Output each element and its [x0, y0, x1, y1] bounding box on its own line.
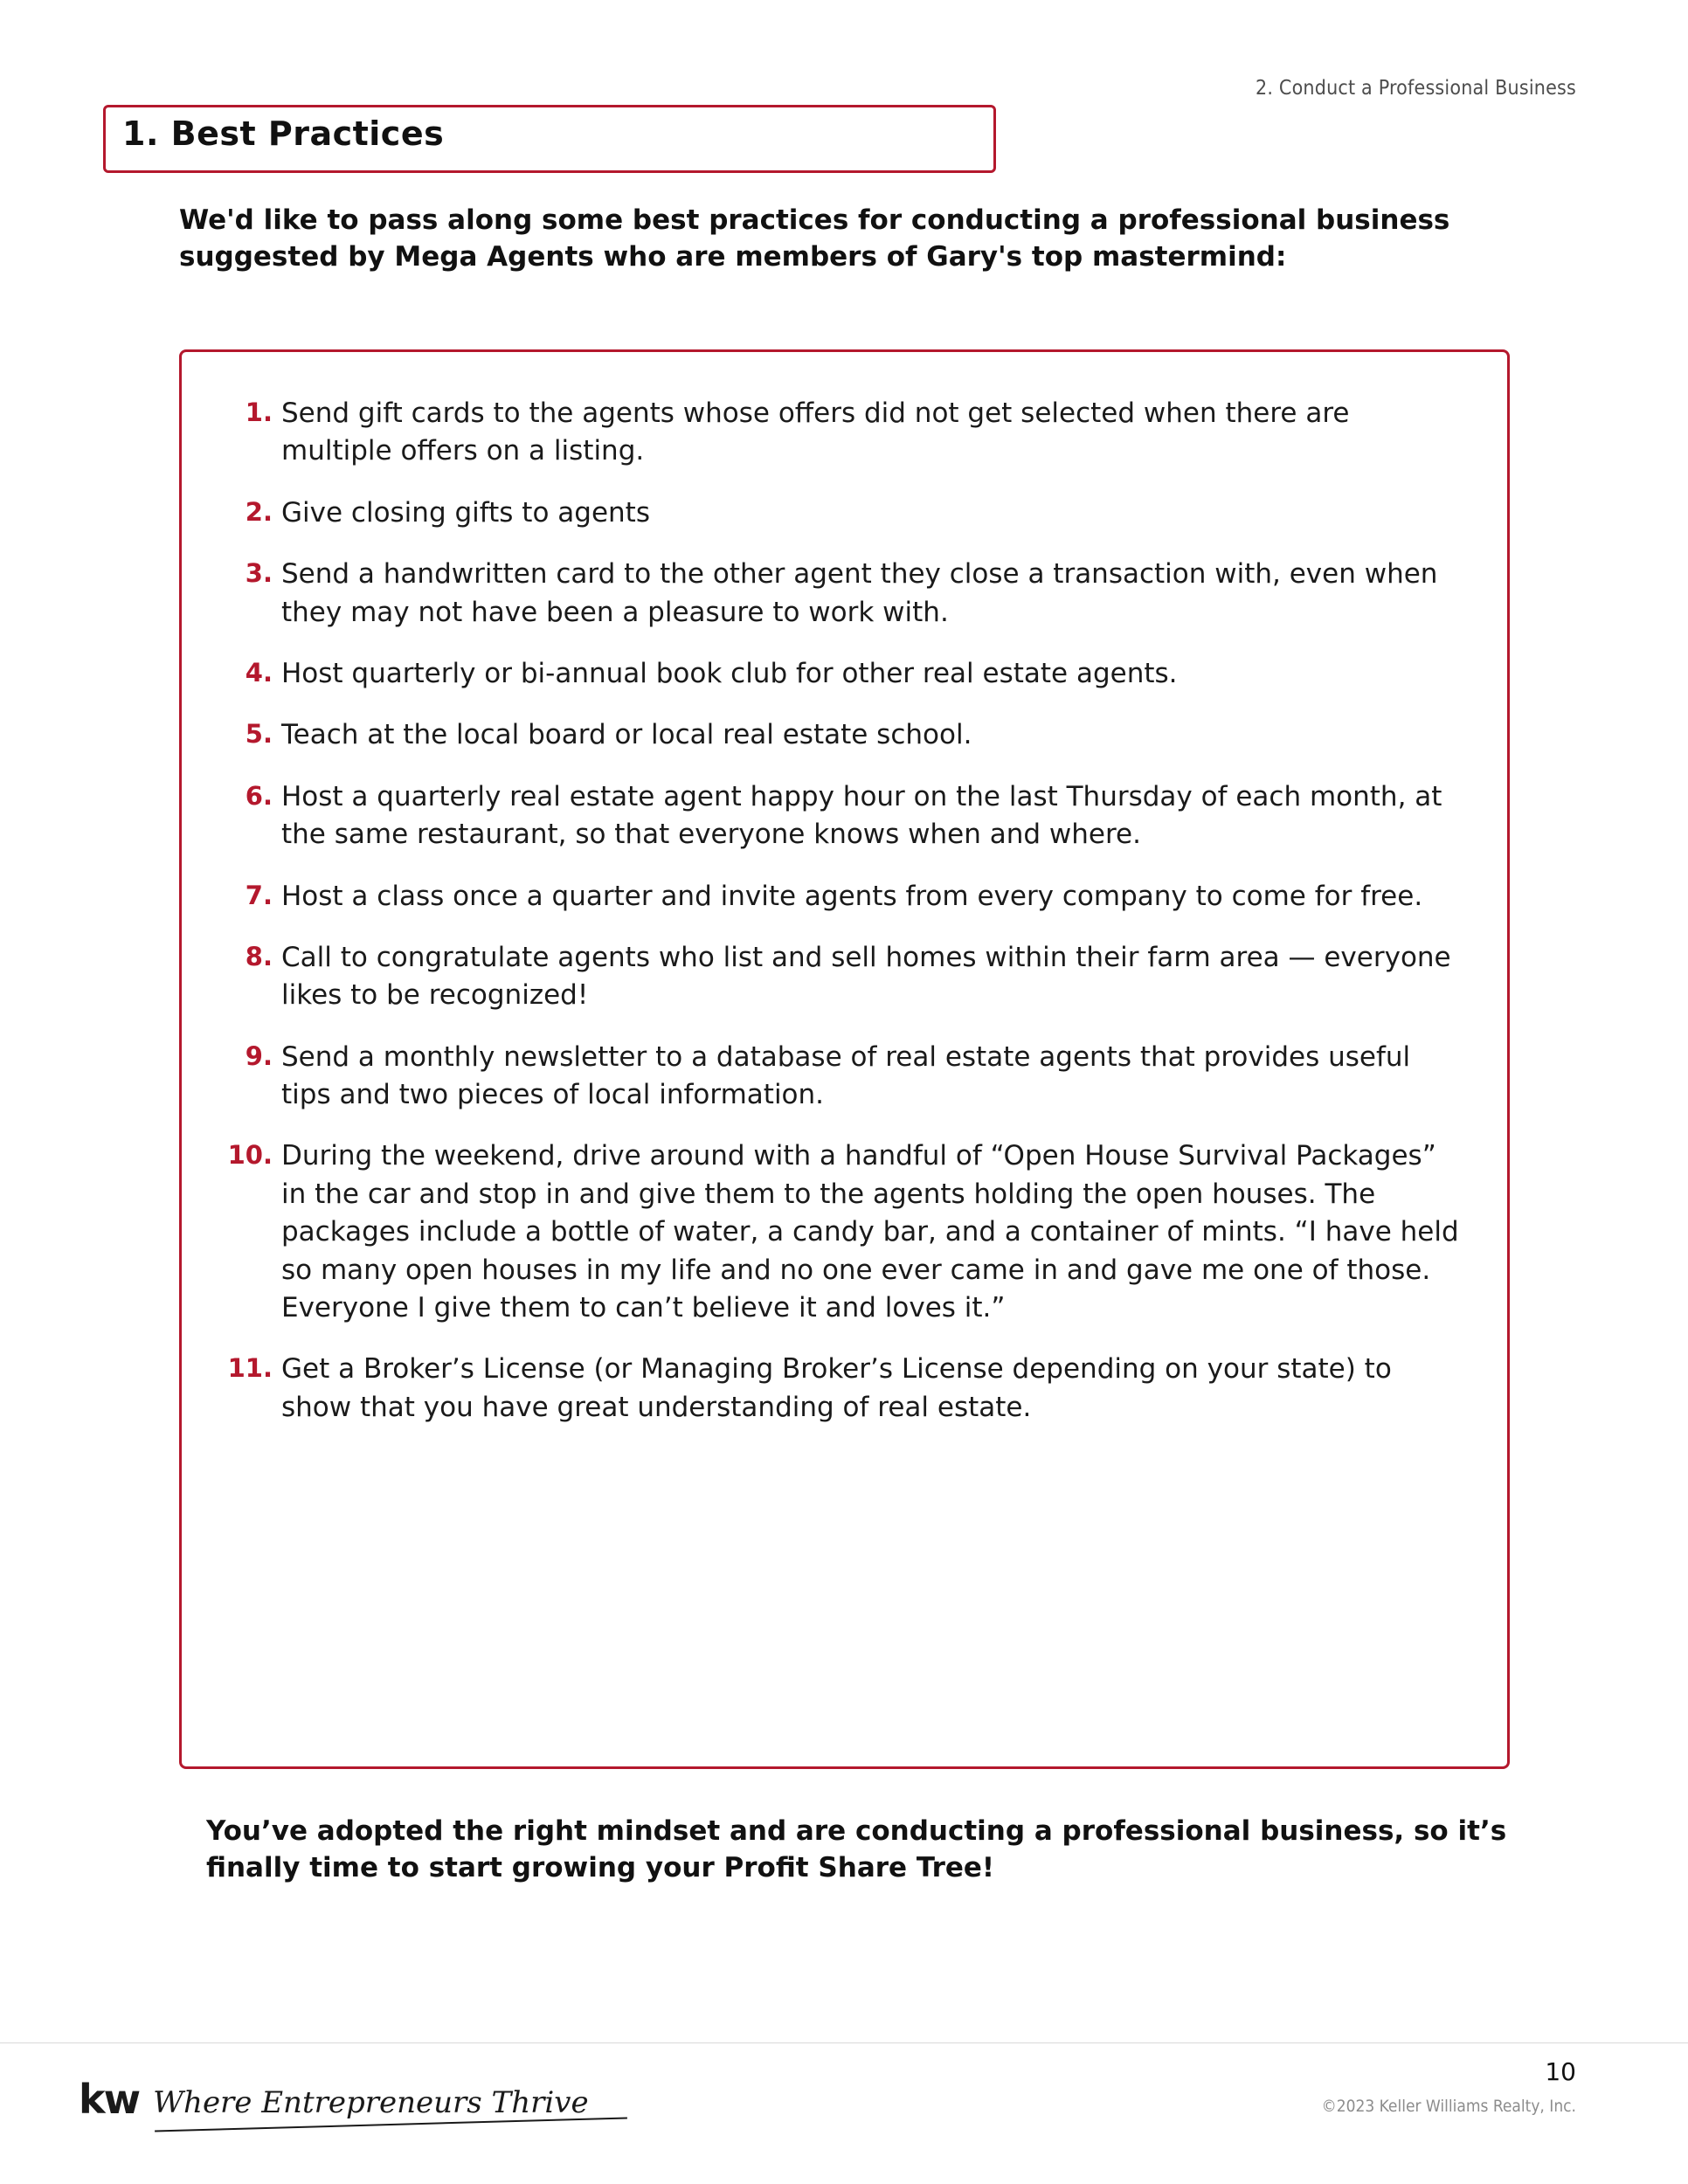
list-item-number: 5. — [245, 719, 273, 750]
page-title: 1. Best Practices — [122, 114, 445, 153]
list-item — [225, 778, 1466, 854]
list-item-number: 7. — [245, 880, 273, 910]
list-item — [225, 1039, 1466, 1115]
list-item-number: 9. — [245, 1040, 273, 1071]
list-item-text: Send a handwritten card to the other agent they close a transaction with, even when they may not have been a pleasure to work with. — [281, 558, 1438, 628]
closing-paragraph: You’ve adopted the right mindset and are conducting a professional business, so it’s finally time to start growing your Profit Share Tree! — [206, 1815, 1507, 1884]
list-item-text: Send a monthly newsletter to a database of real estate agents that provides useful tips and two pieces of local information. — [281, 1040, 1411, 1111]
running-header: 2. Conduct a Professional Business — [1256, 77, 1576, 100]
list-item — [225, 1137, 1466, 1327]
list-item — [225, 395, 1466, 471]
list-item — [225, 1351, 1466, 1427]
kw-logo-tagline: Where Entrepreneurs Thrive — [153, 2085, 589, 2120]
list-item-text: Host a quarterly real estate agent happy hour on the last Thursday of each month, at the same restaurant, so that everyone knows when and where. — [281, 780, 1442, 851]
list-item-text: Send gift cards to the agents whose offers did not get selected when there are multiple offers on a listing. — [281, 397, 1350, 467]
best-practices-list — [225, 395, 1466, 1450]
list-item — [225, 716, 1466, 754]
list-item-number: 8. — [245, 941, 273, 971]
list-item-number: 6. — [245, 780, 273, 811]
list-item-text: Call to congratulate agents who list and sell homes within their farm area — everyone likes to be recognized! — [281, 941, 1451, 1012]
list-item — [225, 494, 1466, 532]
list-item-text: Host a class once a quarter and invite agents from every company to come for free. — [281, 880, 1423, 912]
page-number: 10 — [1545, 2057, 1576, 2086]
copyright-notice: ©2023 Keller Williams Realty, Inc. — [1321, 2097, 1576, 2116]
list-item — [225, 878, 1466, 916]
list-item-number: 10. — [227, 1140, 273, 1171]
kw-logo-mark: kw — [79, 2076, 140, 2123]
list-item-number: 1. — [245, 397, 273, 427]
list-item-number: 11. — [227, 1353, 273, 1384]
list-item-number: 4. — [245, 657, 273, 688]
list-item-text: During the weekend, drive around with a handful of “Open House Survival Packages” in the car and stop in and give them to the agents holding the open houses. The packages include a bottle of water, a candy bar, and a container of mints. “I have held so many open houses in my life and no one ever came in and gave me one of those. Everyone I give them to can’t believe it and loves it.” — [281, 1140, 1459, 1324]
kw-logo — [79, 2076, 589, 2123]
list-item-text: Give closing gifts to agents — [281, 496, 650, 529]
list-item — [225, 939, 1466, 1015]
list-item — [225, 556, 1466, 632]
list-item-number: 2. — [245, 496, 273, 527]
intro-paragraph: We'd like to pass along some best practices for conducting a professional business suggested by Mega Agents who are members of Gary's top mastermind: — [179, 204, 1450, 273]
footer-divider — [0, 2042, 1688, 2043]
list-item-text: Get a Broker’s License (or Managing Broker’s License depending on your state) to show that you have great understanding of real estate. — [281, 1353, 1392, 1423]
list-item-text: Teach at the local board or local real estate school. — [281, 719, 972, 751]
list-item — [225, 655, 1466, 693]
list-item-number: 3. — [245, 558, 273, 589]
list-item-text: Host quarterly or bi-annual book club for other real estate agents. — [281, 657, 1178, 689]
